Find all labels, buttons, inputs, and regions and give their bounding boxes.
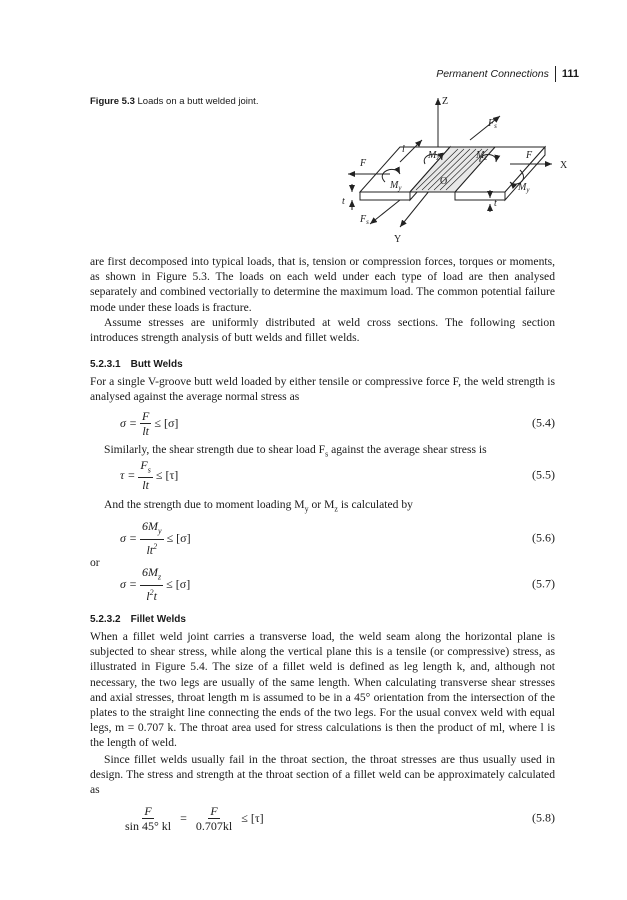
- equation-5-6: σ = $\frac{6M_y}{lt^2}$ ≤ [σ] (5.6): [120, 519, 555, 557]
- intro-paragraph: are first decomposed into typical loads, that is, tension or compression forces, torques or moments, as shown in Figure 5.3. The loads on each weld under each type of load are then analysed separately and combined vectorially to determine the maximum load. The common potential failure mode under these loads is fracture.: [90, 255, 555, 314]
- section-heading-butt: 5.2.3.1 Butt Welds: [90, 359, 183, 370]
- fillet-paragraph-2: Since fillet welds usually fail in the throat section, the throat stresses are thus usually used in design. The stress and strength at the throat section of a fillet weld can be approximately calculated as: [90, 753, 555, 797]
- label-fs-bottom: $F_s$: [360, 214, 369, 226]
- running-title: Permanent Connections: [436, 68, 549, 80]
- or-connector: or: [90, 556, 100, 569]
- moment-paragraph: And the strength due to moment loading $M_y$ or $M_z$ is calculated by: [104, 498, 413, 514]
- label-x: X: [560, 160, 568, 171]
- shear-bottom-arrow: [370, 200, 400, 224]
- figure-caption: [90, 96, 258, 107]
- equation-5-7: σ = $\frac{6M_z}{l^2t}$ ≤ [σ] (5.7): [120, 565, 555, 603]
- label-fs-top: $F_s$: [488, 118, 497, 130]
- label-f-right: F: [526, 150, 533, 161]
- label-length: l: [402, 144, 405, 155]
- label-t-left: t: [342, 196, 345, 207]
- label-my-right: $M_y$: [518, 182, 530, 194]
- label-z: Z: [442, 96, 449, 107]
- equation-number: (5.6): [532, 530, 555, 545]
- equation-number: (5.4): [532, 415, 555, 430]
- equation-5-5: τ = $\frac{F_s}{lt}$ ≤ [τ] (5.5): [120, 457, 555, 493]
- equation-number: (5.5): [532, 467, 555, 482]
- running-header: [436, 66, 579, 82]
- label-origin: O: [440, 176, 448, 187]
- figure-caption-label: Figure 5.3: [90, 96, 135, 107]
- section-heading-fillet: 5.2.3.2 Fillet Welds: [90, 614, 186, 625]
- label-mz-left: $M_z$: [428, 150, 440, 162]
- equation-number: (5.8): [532, 810, 555, 825]
- label-f-left: F: [360, 158, 367, 169]
- label-mz-right: $M_z$: [476, 150, 488, 162]
- label-y: Y: [394, 234, 402, 245]
- butt-paragraph: For a single V-groove butt weld loaded by either tensile or compressive force F, the weld strength is analysed against the average normal stress as: [90, 375, 555, 404]
- assume-paragraph: Assume stresses are uniformly distributed at weld cross sections. The following section introduces strength analysis of butt welds and fillet welds.: [90, 316, 555, 345]
- header-divider: [555, 66, 556, 82]
- fillet-paragraph: When a fillet weld joint carries a transverse load, the weld seam along the horizontal plane is subjected to shear stress, while along the vertical plane this is a tensile (or compressive) stress, as illustrated in Figure 5.4. The size of a fillet weld is defined as leg length k, and, although not necessary, the two legs are usually of the same length. When calculating transverse shear stresses and axial stresses, throat length m is assumed to be in a 45° orientation from the intersection of the plates to the straight line connecting the ends of the two legs. For the usual convex weld with equal legs, m = 0.707 k. The throat area used for stress calculations is then the product of ml, where l is the length of weld.: [90, 630, 555, 750]
- butt-weld-load-diagram: [330, 92, 580, 252]
- equation-5-4: σ = $\frac{F}{lt}$ ≤ [σ] (5.4): [120, 408, 555, 438]
- equation-5-8: $\frac{F}{\sin 45^\circ kl}$ = $\frac{F}{0.707kl}$ ≤ [τ] (5.8): [125, 803, 555, 833]
- equation-number: (5.7): [532, 576, 555, 591]
- label-t-right: t: [494, 198, 497, 209]
- label-my-left: $M_y$: [390, 180, 402, 192]
- figure-caption-text: Loads on a butt welded joint.: [137, 96, 259, 107]
- page-number: 111: [561, 68, 579, 80]
- shear-paragraph: Similarly, the shear strength due to shear load $F_s$ against the average shear stress is: [104, 443, 487, 459]
